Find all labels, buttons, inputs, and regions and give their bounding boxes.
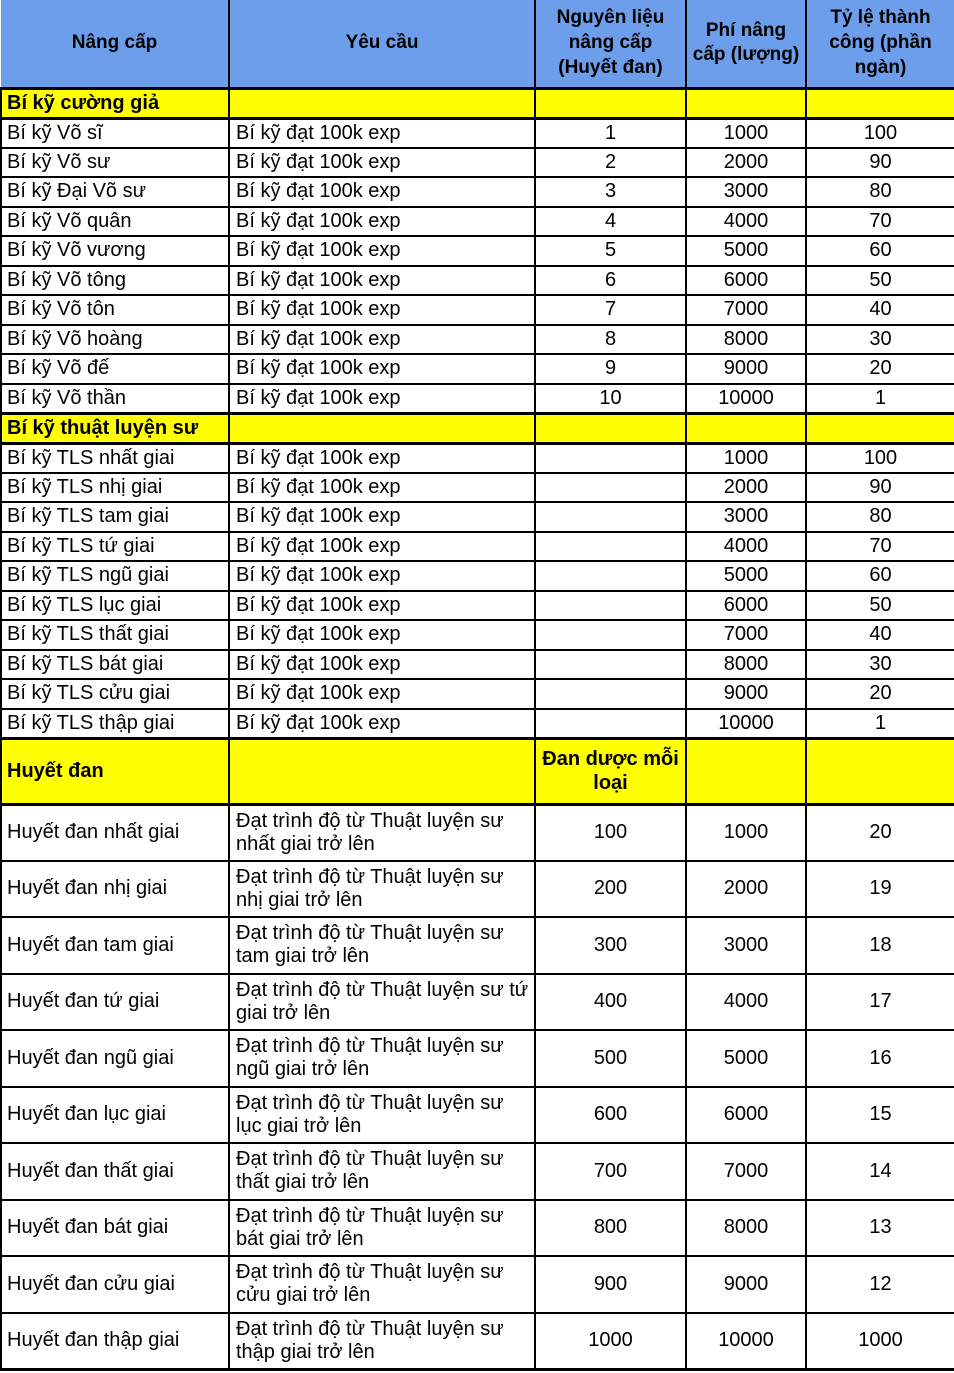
row-requirement-cell: Bí kỹ đạt 100k exp — [229, 591, 535, 621]
row-name-cell: Bí kỹ Võ hoàng — [1, 325, 229, 355]
column-header: Phí nâng cấp (lượng) — [686, 0, 806, 88]
row-rate-cell: 40 — [806, 620, 954, 650]
row-fee-cell: 8000 — [686, 650, 806, 680]
section-empty-cell — [686, 738, 806, 804]
row-requirement-cell: Bí kỹ đạt 100k exp — [229, 236, 535, 266]
table-row — [1, 650, 954, 680]
row-rate-cell: 1 — [806, 709, 954, 739]
row-requirement-cell: Đạt trình độ từ Thuật luyện sư tứ giai trở lên — [229, 974, 535, 1031]
row-requirement-cell: Bí kỹ đạt 100k exp — [229, 266, 535, 296]
row-material-cell — [535, 443, 686, 473]
table-row — [1, 1143, 954, 1200]
row-material-cell — [535, 620, 686, 650]
table-row — [1, 804, 954, 861]
row-requirement-cell: Bí kỹ đạt 100k exp — [229, 354, 535, 384]
row-fee-cell: 9000 — [686, 1256, 806, 1313]
section-title-cell: Huyết đan — [1, 738, 229, 804]
table-row — [1, 177, 954, 207]
table-row — [1, 354, 954, 384]
row-rate-cell: 20 — [806, 354, 954, 384]
section-empty-cell — [229, 413, 535, 443]
section-empty-cell — [686, 413, 806, 443]
row-rate-cell: 13 — [806, 1200, 954, 1257]
table-row — [1, 266, 954, 296]
row-material-cell: 700 — [535, 1143, 686, 1200]
row-name-cell: Huyết đan nhị giai — [1, 861, 229, 918]
section-header-row — [1, 738, 954, 804]
row-material-cell — [535, 561, 686, 591]
row-rate-cell: 70 — [806, 207, 954, 237]
row-requirement-cell: Đạt trình độ từ Thuật luyện sư lục giai trở lên — [229, 1087, 535, 1144]
row-name-cell: Huyết đan cửu giai — [1, 1256, 229, 1313]
row-fee-cell: 4000 — [686, 532, 806, 562]
table-row — [1, 861, 954, 918]
section-empty-cell — [229, 88, 535, 118]
row-fee-cell: 4000 — [686, 207, 806, 237]
row-material-cell: 4 — [535, 207, 686, 237]
header-row — [1, 0, 954, 88]
row-name-cell: Bí kỹ TLS tứ giai — [1, 532, 229, 562]
row-fee-cell: 7000 — [686, 1143, 806, 1200]
row-material-cell: 8 — [535, 325, 686, 355]
row-rate-cell: 20 — [806, 679, 954, 709]
table-row — [1, 1313, 954, 1370]
row-name-cell: Huyết đan tứ giai — [1, 974, 229, 1031]
row-fee-cell: 4000 — [686, 974, 806, 1031]
table-row — [1, 1087, 954, 1144]
table-row — [1, 532, 954, 562]
row-material-cell: 1 — [535, 118, 686, 148]
row-fee-cell: 1000 — [686, 118, 806, 148]
section-empty-cell — [806, 88, 954, 118]
row-name-cell: Bí kỹ TLS ngũ giai — [1, 561, 229, 591]
row-fee-cell: 1000 — [686, 804, 806, 861]
row-name-cell: Huyết đan lục giai — [1, 1087, 229, 1144]
row-fee-cell: 9000 — [686, 354, 806, 384]
section-title-cell: Bí kỹ cường giả — [1, 88, 229, 118]
table-row — [1, 561, 954, 591]
row-requirement-cell: Bí kỹ đạt 100k exp — [229, 325, 535, 355]
table-row — [1, 502, 954, 532]
row-material-cell: 2 — [535, 148, 686, 178]
row-fee-cell: 1000 — [686, 443, 806, 473]
table-row — [1, 679, 954, 709]
row-rate-cell: 100 — [806, 118, 954, 148]
row-requirement-cell: Bí kỹ đạt 100k exp — [229, 709, 535, 739]
row-requirement-cell: Bí kỹ đạt 100k exp — [229, 148, 535, 178]
row-material-cell: 9 — [535, 354, 686, 384]
row-rate-cell: 17 — [806, 974, 954, 1031]
row-name-cell: Bí kỹ TLS thất giai — [1, 620, 229, 650]
row-material-cell: 900 — [535, 1256, 686, 1313]
section-empty-cell — [686, 88, 806, 118]
row-requirement-cell: Đạt trình độ từ Thuật luyện sư bát giai trở lên — [229, 1200, 535, 1257]
table-row — [1, 591, 954, 621]
row-material-cell — [535, 473, 686, 503]
row-rate-cell: 60 — [806, 561, 954, 591]
row-material-cell — [535, 709, 686, 739]
row-material-cell: 100 — [535, 804, 686, 861]
row-rate-cell: 40 — [806, 295, 954, 325]
row-fee-cell: 3000 — [686, 177, 806, 207]
row-material-cell: 200 — [535, 861, 686, 918]
section-title-cell: Bí kỹ thuật luyện sư — [1, 413, 229, 443]
row-name-cell: Bí kỹ TLS cửu giai — [1, 679, 229, 709]
row-requirement-cell: Đạt trình độ từ Thuật luyện sư cửu giai trở lên — [229, 1256, 535, 1313]
row-material-cell: 6 — [535, 266, 686, 296]
column-header: Yêu cầu — [229, 0, 535, 88]
section-material-header-cell — [535, 413, 686, 443]
row-requirement-cell: Bí kỹ đạt 100k exp — [229, 384, 535, 414]
row-material-cell: 5 — [535, 236, 686, 266]
row-requirement-cell: Bí kỹ đạt 100k exp — [229, 118, 535, 148]
row-rate-cell: 90 — [806, 473, 954, 503]
row-material-cell: 300 — [535, 917, 686, 974]
table-row — [1, 325, 954, 355]
row-requirement-cell: Bí kỹ đạt 100k exp — [229, 295, 535, 325]
row-material-cell — [535, 650, 686, 680]
row-material-cell: 600 — [535, 1087, 686, 1144]
section-header-row — [1, 413, 954, 443]
table-row — [1, 207, 954, 237]
row-name-cell: Bí kỹ TLS tam giai — [1, 502, 229, 532]
row-requirement-cell: Đạt trình độ từ Thuật luyện sư nhất giai trở lên — [229, 804, 535, 861]
row-material-cell — [535, 502, 686, 532]
row-fee-cell: 5000 — [686, 236, 806, 266]
row-name-cell: Bí kỹ TLS thập giai — [1, 709, 229, 739]
row-rate-cell: 100 — [806, 443, 954, 473]
row-fee-cell: 3000 — [686, 502, 806, 532]
row-fee-cell: 7000 — [686, 295, 806, 325]
row-rate-cell: 15 — [806, 1087, 954, 1144]
row-name-cell: Bí kỹ TLS bát giai — [1, 650, 229, 680]
row-name-cell: Huyết đan bát giai — [1, 1200, 229, 1257]
row-name-cell: Bí kỹ Võ tông — [1, 266, 229, 296]
row-fee-cell: 2000 — [686, 473, 806, 503]
row-fee-cell: 3000 — [686, 917, 806, 974]
row-material-cell: 7 — [535, 295, 686, 325]
row-fee-cell: 8000 — [686, 1200, 806, 1257]
row-requirement-cell: Đạt trình độ từ Thuật luyện sư tam giai trở lên — [229, 917, 535, 974]
table-row — [1, 1256, 954, 1313]
row-rate-cell: 1 — [806, 384, 954, 414]
row-requirement-cell: Đạt trình độ từ Thuật luyện sư ngũ giai trở lên — [229, 1030, 535, 1087]
row-rate-cell: 90 — [806, 148, 954, 178]
row-fee-cell: 5000 — [686, 561, 806, 591]
row-name-cell: Bí kỹ Võ tôn — [1, 295, 229, 325]
table-row — [1, 236, 954, 266]
row-fee-cell: 10000 — [686, 384, 806, 414]
row-fee-cell: 5000 — [686, 1030, 806, 1087]
row-fee-cell: 2000 — [686, 148, 806, 178]
row-requirement-cell: Bí kỹ đạt 100k exp — [229, 650, 535, 680]
row-requirement-cell: Bí kỹ đạt 100k exp — [229, 443, 535, 473]
row-fee-cell: 9000 — [686, 679, 806, 709]
column-header: Tỷ lệ thành công (phần ngàn) — [806, 0, 954, 88]
row-name-cell: Bí kỹ Đại Võ sư — [1, 177, 229, 207]
column-header: Nâng cấp — [1, 0, 229, 88]
row-rate-cell: 14 — [806, 1143, 954, 1200]
row-material-cell — [535, 679, 686, 709]
row-rate-cell: 1000 — [806, 1313, 954, 1370]
row-name-cell: Bí kỹ Võ vương — [1, 236, 229, 266]
row-name-cell: Bí kỹ Võ đế — [1, 354, 229, 384]
row-material-cell — [535, 532, 686, 562]
row-requirement-cell: Bí kỹ đạt 100k exp — [229, 207, 535, 237]
row-requirement-cell: Bí kỹ đạt 100k exp — [229, 177, 535, 207]
row-fee-cell: 10000 — [686, 709, 806, 739]
row-material-cell: 400 — [535, 974, 686, 1031]
table-row — [1, 620, 954, 650]
row-name-cell: Bí kỹ TLS lục giai — [1, 591, 229, 621]
table-row — [1, 443, 954, 473]
row-rate-cell: 20 — [806, 804, 954, 861]
section-header-row — [1, 88, 954, 118]
row-fee-cell: 10000 — [686, 1313, 806, 1370]
table-body — [1, 88, 954, 1369]
section-empty-cell — [806, 413, 954, 443]
row-rate-cell: 70 — [806, 532, 954, 562]
row-requirement-cell: Đạt trình độ từ Thuật luyện sư nhị giai trở lên — [229, 861, 535, 918]
row-name-cell: Bí kỹ Võ quân — [1, 207, 229, 237]
row-name-cell: Huyết đan tam giai — [1, 917, 229, 974]
row-requirement-cell: Bí kỹ đạt 100k exp — [229, 620, 535, 650]
row-name-cell: Huyết đan thất giai — [1, 1143, 229, 1200]
row-rate-cell: 12 — [806, 1256, 954, 1313]
column-header: Nguyên liệu nâng cấp (Huyết đan) — [535, 0, 686, 88]
row-requirement-cell: Bí kỹ đạt 100k exp — [229, 532, 535, 562]
table-row — [1, 118, 954, 148]
table-row — [1, 709, 954, 739]
table-row — [1, 1200, 954, 1257]
section-empty-cell — [229, 738, 535, 804]
table-header — [1, 0, 954, 88]
section-material-header-cell: Đan dược mỗi loại — [535, 738, 686, 804]
table-row — [1, 917, 954, 974]
row-name-cell: Bí kỹ TLS nhị giai — [1, 473, 229, 503]
table-row — [1, 1030, 954, 1087]
row-fee-cell: 2000 — [686, 861, 806, 918]
row-material-cell: 800 — [535, 1200, 686, 1257]
row-fee-cell: 6000 — [686, 1087, 806, 1144]
row-material-cell: 10 — [535, 384, 686, 414]
section-empty-cell — [806, 738, 954, 804]
row-requirement-cell: Bí kỹ đạt 100k exp — [229, 502, 535, 532]
row-name-cell: Huyết đan ngũ giai — [1, 1030, 229, 1087]
row-requirement-cell: Đạt trình độ từ Thuật luyện sư thất giai trở lên — [229, 1143, 535, 1200]
row-rate-cell: 16 — [806, 1030, 954, 1087]
row-rate-cell: 80 — [806, 177, 954, 207]
row-name-cell: Huyết đan nhất giai — [1, 804, 229, 861]
row-fee-cell: 7000 — [686, 620, 806, 650]
row-material-cell: 500 — [535, 1030, 686, 1087]
table-row — [1, 384, 954, 414]
row-fee-cell: 6000 — [686, 591, 806, 621]
row-material-cell: 1000 — [535, 1313, 686, 1370]
table-row — [1, 148, 954, 178]
row-name-cell: Bí kỹ Võ thần — [1, 384, 229, 414]
row-requirement-cell: Bí kỹ đạt 100k exp — [229, 473, 535, 503]
row-rate-cell: 50 — [806, 591, 954, 621]
row-fee-cell: 8000 — [686, 325, 806, 355]
row-material-cell — [535, 591, 686, 621]
row-requirement-cell: Bí kỹ đạt 100k exp — [229, 679, 535, 709]
row-name-cell: Huyết đan thập giai — [1, 1313, 229, 1370]
row-rate-cell: 30 — [806, 650, 954, 680]
row-rate-cell: 18 — [806, 917, 954, 974]
row-rate-cell: 30 — [806, 325, 954, 355]
row-requirement-cell: Đạt trình độ từ Thuật luyện sư thập giai trở lên — [229, 1313, 535, 1370]
row-name-cell: Bí kỹ Võ sư — [1, 148, 229, 178]
row-fee-cell: 6000 — [686, 266, 806, 296]
table-row — [1, 295, 954, 325]
row-rate-cell: 60 — [806, 236, 954, 266]
row-material-cell: 3 — [535, 177, 686, 207]
row-name-cell: Bí kỹ Võ sĩ — [1, 118, 229, 148]
row-rate-cell: 50 — [806, 266, 954, 296]
row-requirement-cell: Bí kỹ đạt 100k exp — [229, 561, 535, 591]
row-rate-cell: 80 — [806, 502, 954, 532]
section-material-header-cell — [535, 88, 686, 118]
row-name-cell: Bí kỹ TLS nhất giai — [1, 443, 229, 473]
table-row — [1, 974, 954, 1031]
row-rate-cell: 19 — [806, 861, 954, 918]
table-row — [1, 473, 954, 503]
